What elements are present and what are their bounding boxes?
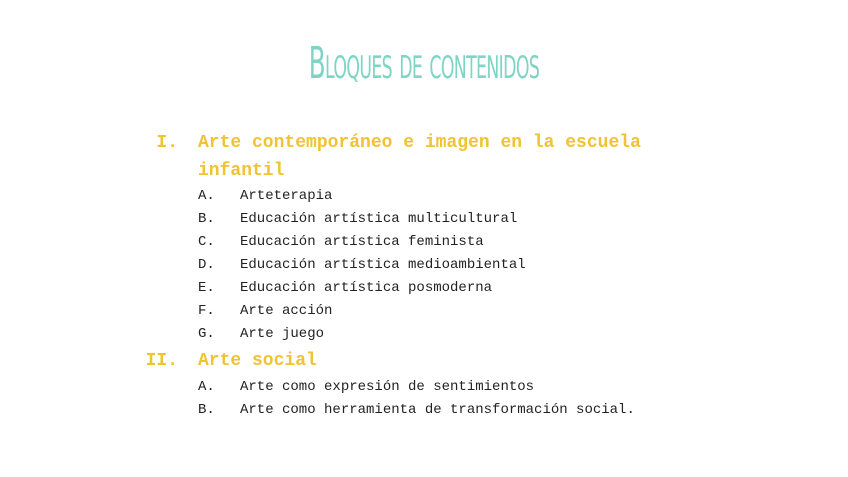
list-item-text: Educación artística feminista bbox=[240, 234, 484, 250]
list-item-text: Arte como herramienta de transformación social. bbox=[240, 402, 635, 418]
section-2-numeral: II. bbox=[145, 351, 178, 371]
list-item bbox=[198, 376, 534, 399]
list-item-letter: G. bbox=[198, 326, 215, 342]
list-item-text: Arte juego bbox=[240, 326, 325, 342]
list-item-letter: A. bbox=[198, 188, 215, 204]
list-item-text: Arte como expresión de sentimientos bbox=[240, 379, 535, 395]
list-item-letter: B. bbox=[198, 211, 215, 227]
list-item-letter: F. bbox=[198, 303, 215, 319]
list-item-letter: E. bbox=[198, 280, 215, 296]
list-item bbox=[198, 208, 517, 231]
list-item bbox=[198, 185, 332, 208]
list-item-letter: B. bbox=[198, 402, 215, 418]
list-item-text: Arteterapia bbox=[240, 188, 333, 204]
section-2-title: Arte social bbox=[198, 351, 317, 371]
list-item bbox=[198, 323, 324, 346]
list-item-letter: D. bbox=[198, 257, 215, 273]
list-item bbox=[198, 399, 635, 422]
list-item-letter: A. bbox=[198, 379, 215, 395]
list-item-text: Educación artística posmoderna bbox=[240, 280, 493, 296]
list-item-text: Educación artística medioambiental bbox=[240, 257, 526, 273]
list-item bbox=[198, 277, 492, 300]
list-item-text: Arte acción bbox=[240, 303, 333, 319]
list-item bbox=[198, 231, 484, 254]
section-1-numeral: I. bbox=[156, 133, 178, 153]
list-item-letter: C. bbox=[198, 234, 215, 250]
list-item bbox=[198, 254, 526, 277]
list-item-text: Educación artística multicultural bbox=[240, 211, 518, 227]
slide-title: Bloques de contenidos bbox=[308, 38, 540, 89]
list-item bbox=[198, 300, 332, 323]
section-1-title: Arte contemporáneo e imagen en la escuela infantil bbox=[198, 133, 641, 181]
